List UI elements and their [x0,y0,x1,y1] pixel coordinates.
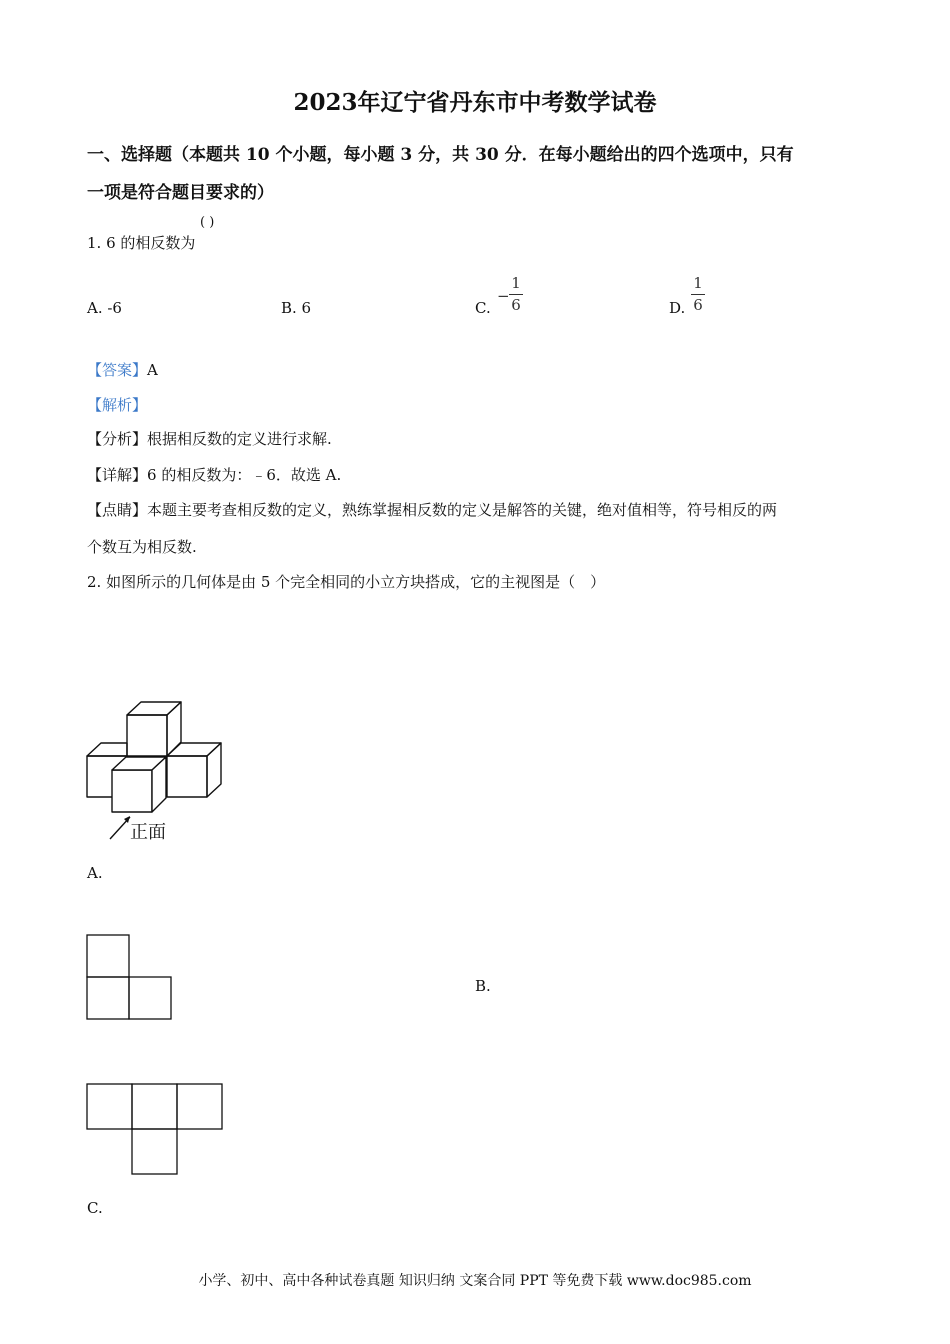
square [129,977,171,1019]
cube-side-face [167,702,181,756]
front-view-label: 正面 [130,822,166,843]
q1-option-d: D. [669,299,686,317]
dianjing-label: 【点睛】 [87,501,148,519]
xiangjie-label: 【详解】 [87,466,148,484]
cube-top-face [167,743,221,756]
q2-option-b: B. [475,977,491,995]
fraction-bar [691,294,705,295]
q1-option-b: B. 6 [281,299,312,317]
q1-option-c-fraction [509,274,523,315]
q1-option-d-denominator: 6 [693,296,703,314]
q1-option-c-numerator: 1 [511,274,521,292]
q2-option-b-figure [86,1083,226,1178]
q1-dianjing-line2: 个数互为相反数. [87,538,197,556]
page-footer: 小学、初中、高中各种试卷真题 知识归纳 文案合同 PPT 等免费下载 www.doc985.com [198,1273,752,1289]
square [177,1084,222,1129]
square [87,977,129,1019]
square [87,935,129,977]
q1-answer-paren: ( ) [200,215,215,230]
cube-front-face [167,756,207,797]
cube-side-face [207,743,221,797]
cube-top-face [87,743,127,756]
xiangjie-text: 6 的相反数为：﹣6．故选 A. [147,466,342,484]
q1-option-a: A. -6 [87,299,122,317]
q1-option-c-denominator: 6 [511,296,521,314]
q1-xiangjie [87,464,341,485]
answer-value: A [147,361,158,379]
cube-top-face [127,702,181,715]
cube-front-face [112,770,152,812]
q1-answer [87,359,158,380]
fenxi-label: 【分析】 [87,430,148,448]
cube-front-face [127,715,167,756]
section-heading-line1: 一、选择题（本题共 10 个小题，每小题 3 分，共 30 分．在每小题给出的四个选项中，只有 [87,145,794,165]
q2-option-a-figure [86,934,174,1024]
analysis-label: 【解析】 [87,396,148,414]
q2-option-a: A. [87,864,103,882]
q1-option-c-minus: − [497,287,510,305]
q1-option-d-fraction [691,274,705,315]
q1-option-c: C. [475,299,491,317]
page-title: 2023年辽宁省丹东市中考数学试卷 [293,89,657,116]
dianjing-text: 本题主要考查相反数的定义，熟练掌握相反数的定义是解答的关键，绝对值相等，符号相反的两 [147,501,778,519]
section-heading-line2: 一项是符合题目要求的） [87,183,274,203]
square [87,1084,132,1129]
q2-option-c: C. [87,1199,103,1217]
q1-dianjing [87,499,777,520]
q1-stem: 1. 6 的相反数为 [87,234,196,252]
q2-stem: 2. 如图所示的几何体是由 5 个完全相同的小立方块搭成，它的主视图是（ ） [87,573,606,591]
answer-label: 【答案】 [87,361,148,379]
square [132,1129,177,1174]
q1-option-d-numerator: 1 [693,274,703,292]
q2-solid-figure [80,695,240,850]
fenxi-text: 根据相反数的定义进行求解. [147,430,332,448]
q1-fenxi [87,428,332,449]
fraction-bar [509,294,523,295]
square [132,1084,177,1129]
